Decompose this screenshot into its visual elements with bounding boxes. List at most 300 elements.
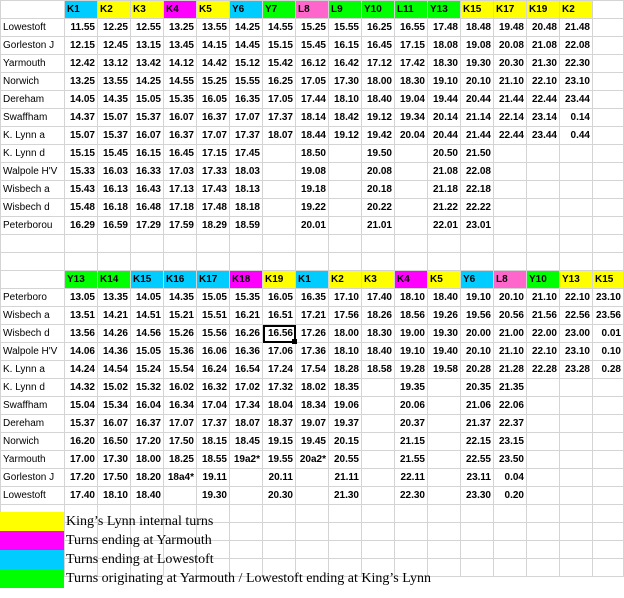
time-cell[interactable]: 18.28 [329,361,362,379]
time-cell[interactable]: 17.40 [65,487,98,505]
time-cell[interactable]: 21.35 [494,379,527,397]
empty-cell[interactable] [263,253,296,271]
station-label-cell[interactable]: K. Lynn d [1,145,65,163]
time-cell[interactable]: 16.48 [131,199,164,217]
turn-header-cell[interactable]: K2 [560,1,593,19]
empty-cell[interactable] [362,235,395,253]
time-cell[interactable] [494,199,527,217]
time-cell[interactable] [560,217,593,235]
time-cell[interactable]: 22.06 [494,397,527,415]
time-cell[interactable]: 22.44 [494,127,527,145]
time-cell[interactable]: 15.35 [230,289,263,307]
empty-cell[interactable] [560,253,593,271]
time-cell[interactable] [263,217,296,235]
time-cell[interactable]: 18.50 [296,145,329,163]
time-cell[interactable] [527,217,560,235]
empty-cell[interactable] [593,1,624,19]
time-cell[interactable]: 21.48 [560,19,593,37]
time-cell[interactable]: 18.03 [230,163,263,181]
time-cell[interactable] [560,163,593,181]
time-cell[interactable]: 15.48 [65,199,98,217]
time-cell[interactable]: 23.11 [461,469,494,487]
time-cell[interactable]: 14.25 [131,73,164,91]
turn-header-cell[interactable]: K17 [494,1,527,19]
time-cell[interactable]: 18.10 [329,91,362,109]
time-cell[interactable]: 18.44 [296,127,329,145]
time-cell[interactable]: 22.37 [494,415,527,433]
time-cell[interactable] [263,199,296,217]
time-cell[interactable]: 18.00 [329,325,362,343]
station-label-cell[interactable]: Wisbech d [1,199,65,217]
time-cell[interactable]: 21.00 [494,325,527,343]
time-cell[interactable] [560,181,593,199]
time-cell[interactable]: 20.28 [461,361,494,379]
time-cell[interactable]: 18.55 [197,451,230,469]
time-cell[interactable]: 23.44 [560,91,593,109]
time-cell[interactable]: 16.42 [329,55,362,73]
time-cell[interactable] [527,433,560,451]
time-cell[interactable]: 18.14 [296,109,329,127]
time-cell[interactable]: 17.05 [296,73,329,91]
legend-swatch[interactable] [0,550,64,569]
time-cell[interactable]: 19.10 [395,343,428,361]
time-cell[interactable]: 20.14 [428,109,461,127]
time-cell[interactable] [395,145,428,163]
time-cell[interactable] [329,145,362,163]
time-cell[interactable]: 17.03 [164,163,197,181]
time-cell[interactable]: 17.15 [197,145,230,163]
legend-swatch[interactable] [0,512,64,531]
time-cell[interactable]: 18.20 [131,469,164,487]
time-cell[interactable]: 0.44 [560,127,593,145]
time-cell[interactable]: 21.37 [461,415,494,433]
time-cell[interactable]: 19.30 [197,487,230,505]
time-cell[interactable]: 23.14 [527,109,560,127]
time-cell[interactable] [527,451,560,469]
time-cell[interactable]: 19.34 [395,109,428,127]
time-cell[interactable]: 21.10 [494,73,527,91]
time-cell[interactable]: 23.50 [494,451,527,469]
time-cell[interactable]: 19.10 [461,289,494,307]
time-cell[interactable] [527,181,560,199]
time-cell[interactable]: 14.51 [131,307,164,325]
empty-cell[interactable] [197,235,230,253]
time-cell[interactable]: 22.00 [527,325,560,343]
turn-header-cell[interactable]: K4 [395,271,428,289]
time-cell[interactable]: 21.30 [329,487,362,505]
turn-header-cell[interactable]: Y6 [461,271,494,289]
time-cell[interactable]: 0.14 [560,109,593,127]
time-cell[interactable]: 18.56 [395,307,428,325]
time-cell[interactable]: 19.44 [428,91,461,109]
time-cell[interactable]: 16.03 [98,163,131,181]
time-cell[interactable]: 17.48 [197,199,230,217]
time-cell[interactable]: 15.07 [98,109,131,127]
time-cell[interactable]: 17.07 [197,127,230,145]
empty-cell[interactable] [230,235,263,253]
time-cell[interactable]: 19.26 [428,307,461,325]
time-cell[interactable]: 18.30 [395,73,428,91]
turn-header-cell[interactable]: K2 [329,271,362,289]
time-cell[interactable]: 14.26 [98,325,131,343]
time-cell[interactable]: 12.45 [98,37,131,55]
time-cell[interactable]: 19.00 [395,325,428,343]
time-cell[interactable]: 13.25 [164,19,197,37]
time-cell[interactable]: 0.01 [593,325,624,343]
time-cell[interactable]: 14.56 [131,325,164,343]
time-cell[interactable]: 15.15 [263,37,296,55]
empty-cell[interactable] [593,37,624,55]
time-cell[interactable]: 13.35 [98,289,131,307]
turn-header-cell[interactable]: Y10 [362,1,395,19]
time-cell[interactable]: 13.25 [65,73,98,91]
station-label-cell[interactable]: Norwich [1,433,65,451]
time-cell[interactable]: 0.28 [593,361,624,379]
time-cell[interactable]: 18.04 [263,397,296,415]
empty-cell[interactable] [494,235,527,253]
time-cell[interactable]: 13.56 [65,325,98,343]
empty-cell[interactable] [131,253,164,271]
turn-header-cell[interactable]: Y6 [230,1,263,19]
time-cell[interactable]: 19.42 [362,127,395,145]
time-cell[interactable] [395,199,428,217]
time-cell[interactable]: 17.26 [296,325,329,343]
time-cell[interactable]: 12.55 [131,19,164,37]
turn-header-cell[interactable]: K15 [593,271,624,289]
empty-cell[interactable] [593,127,624,145]
time-cell[interactable] [560,145,593,163]
time-cell[interactable]: 19.22 [296,199,329,217]
time-cell[interactable]: 16.34 [164,397,197,415]
time-cell[interactable] [560,397,593,415]
time-cell[interactable]: 18.59 [230,217,263,235]
time-cell[interactable] [527,469,560,487]
time-cell[interactable]: 17.30 [329,73,362,91]
time-cell[interactable]: 0.20 [494,487,527,505]
turn-header-cell[interactable]: Y10 [527,271,560,289]
time-cell[interactable]: 21.08 [527,37,560,55]
time-cell[interactable]: 17.30 [98,451,131,469]
time-cell[interactable]: 13.42 [131,55,164,73]
empty-cell[interactable] [593,217,624,235]
time-cell[interactable]: 20.15 [329,433,362,451]
time-cell[interactable]: 17.42 [395,55,428,73]
time-cell[interactable]: 21.10 [494,343,527,361]
time-cell[interactable] [395,163,428,181]
turn-header-cell[interactable]: K3 [362,271,395,289]
time-cell[interactable]: 16.35 [230,91,263,109]
time-cell[interactable]: 14.05 [65,91,98,109]
time-cell[interactable]: 20.18 [362,181,395,199]
turn-header-cell[interactable]: L8 [494,271,527,289]
empty-cell[interactable] [593,163,624,181]
time-cell[interactable]: 16.33 [131,163,164,181]
time-cell[interactable]: 19.06 [329,397,362,415]
time-cell[interactable]: 17.20 [65,469,98,487]
time-cell[interactable] [527,199,560,217]
time-cell[interactable] [560,469,593,487]
time-cell[interactable]: 19.07 [296,415,329,433]
time-cell[interactable]: 15.37 [131,109,164,127]
empty-cell[interactable] [131,235,164,253]
empty-cell[interactable] [593,235,624,253]
time-cell[interactable]: 15.35 [164,91,197,109]
time-cell[interactable]: 22.15 [461,433,494,451]
time-cell[interactable]: 13.05 [65,289,98,307]
empty-cell[interactable] [329,253,362,271]
empty-cell[interactable] [164,253,197,271]
time-cell[interactable]: 19.11 [197,469,230,487]
time-cell[interactable]: 23.28 [560,361,593,379]
time-cell[interactable]: 16.55 [395,19,428,37]
time-cell[interactable]: 16.29 [65,217,98,235]
time-cell[interactable]: 16.59 [98,217,131,235]
station-label-cell[interactable]: Lowestoft [1,19,65,37]
time-cell[interactable]: 19.08 [461,37,494,55]
time-cell[interactable] [560,415,593,433]
time-cell[interactable]: 16.07 [131,127,164,145]
time-cell[interactable]: 14.35 [98,91,131,109]
time-cell[interactable]: 20.10 [494,289,527,307]
time-cell[interactable]: 18.15 [197,433,230,451]
time-cell[interactable]: 20.00 [461,325,494,343]
time-cell[interactable]: 23.10 [560,343,593,361]
time-cell[interactable]: 14.35 [164,289,197,307]
time-cell[interactable]: 20.01 [296,217,329,235]
time-cell[interactable]: 19.50 [362,145,395,163]
turn-header-cell[interactable]: K19 [527,1,560,19]
turn-header-cell[interactable]: K3 [131,1,164,19]
empty-cell[interactable] [593,181,624,199]
time-cell[interactable] [593,469,624,487]
station-label-cell[interactable]: Wisbech d [1,325,65,343]
time-cell[interactable]: 20.10 [461,73,494,91]
empty-cell[interactable] [395,235,428,253]
station-label-cell[interactable]: Yarmouth [1,55,65,73]
turn-header-cell[interactable]: K15 [461,1,494,19]
station-label-cell[interactable]: Norwich [1,73,65,91]
time-cell[interactable] [362,415,395,433]
time-cell[interactable]: 23.30 [461,487,494,505]
empty-cell[interactable] [65,235,98,253]
time-cell[interactable]: 19.37 [329,415,362,433]
empty-cell[interactable] [164,235,197,253]
empty-cell[interactable] [593,145,624,163]
time-cell[interactable]: 15.25 [296,19,329,37]
time-cell[interactable]: 19.18 [296,181,329,199]
time-cell[interactable]: 18.35 [329,379,362,397]
empty-cell[interactable] [527,253,560,271]
time-cell[interactable]: 0.04 [494,469,527,487]
turn-header-cell[interactable]: Y13 [428,1,461,19]
turn-header-cell[interactable]: K19 [263,271,296,289]
time-cell[interactable]: 17.20 [131,433,164,451]
time-cell[interactable]: 22.10 [527,73,560,91]
time-cell[interactable]: 20.44 [461,91,494,109]
time-cell[interactable]: 20.08 [494,37,527,55]
time-cell[interactable]: 17.37 [263,109,296,127]
time-cell[interactable]: 15.51 [197,307,230,325]
time-cell[interactable]: 15.55 [230,73,263,91]
time-cell[interactable]: 17.24 [263,361,296,379]
time-cell[interactable]: 17.36 [296,343,329,361]
time-cell[interactable] [362,433,395,451]
time-cell[interactable] [395,217,428,235]
time-cell[interactable]: 21.08 [428,163,461,181]
time-cell[interactable]: 18.10 [98,487,131,505]
turn-header-cell[interactable]: K1 [65,1,98,19]
time-cell[interactable]: 20.37 [395,415,428,433]
time-cell[interactable] [362,487,395,505]
time-cell[interactable] [527,145,560,163]
time-cell[interactable]: 16.20 [65,433,98,451]
time-cell[interactable]: 18.40 [428,289,461,307]
time-cell[interactable]: 22.01 [428,217,461,235]
time-cell[interactable]: 17.34 [230,397,263,415]
empty-cell[interactable] [1,235,65,253]
time-cell[interactable]: 0.10 [593,343,624,361]
time-cell[interactable]: 16.37 [197,109,230,127]
time-cell[interactable]: 19.04 [395,91,428,109]
station-label-cell[interactable]: K. Lynn a [1,361,65,379]
time-cell[interactable]: 21.30 [527,55,560,73]
empty-cell[interactable] [1,271,65,289]
time-cell[interactable]: 20.55 [329,451,362,469]
time-cell[interactable]: 22.28 [527,361,560,379]
time-cell[interactable]: 12.25 [98,19,131,37]
time-cell[interactable]: 15.37 [98,127,131,145]
time-cell[interactable]: 16.50 [98,433,131,451]
time-cell[interactable]: 17.56 [329,307,362,325]
time-cell[interactable] [164,487,197,505]
time-cell[interactable]: 15.45 [296,37,329,55]
time-cell[interactable] [329,199,362,217]
time-cell[interactable]: 17.07 [164,415,197,433]
time-cell[interactable]: 18.30 [362,325,395,343]
time-cell[interactable] [494,163,527,181]
time-cell[interactable] [593,487,624,505]
time-cell[interactable]: 17.40 [362,289,395,307]
time-cell[interactable]: 15.25 [197,73,230,91]
time-cell[interactable]: 16.05 [197,91,230,109]
time-cell[interactable]: 22.22 [461,199,494,217]
empty-cell[interactable] [593,109,624,127]
selected-time-cell[interactable]: 16.56 [263,325,296,343]
time-cell[interactable]: 17.54 [296,361,329,379]
station-label-cell[interactable]: Wisbech a [1,307,65,325]
time-cell[interactable] [428,415,461,433]
time-cell[interactable]: 16.32 [197,379,230,397]
time-cell[interactable]: 21.01 [362,217,395,235]
time-cell[interactable]: 14.15 [197,37,230,55]
time-cell[interactable]: 15.15 [65,145,98,163]
time-cell[interactable] [263,181,296,199]
time-cell[interactable]: 19.28 [395,361,428,379]
time-cell[interactable] [296,487,329,505]
time-cell[interactable]: 17.48 [428,19,461,37]
time-cell[interactable]: 19a2* [230,451,263,469]
time-cell[interactable]: 14.55 [164,73,197,91]
time-cell[interactable]: 18.58 [362,361,395,379]
time-cell[interactable]: 17.05 [263,91,296,109]
station-label-cell[interactable]: Peterborou [1,217,65,235]
time-cell[interactable] [593,433,624,451]
time-cell[interactable]: 15.37 [65,415,98,433]
empty-cell[interactable] [593,19,624,37]
time-cell[interactable]: 17.29 [131,217,164,235]
time-cell[interactable]: 14.32 [65,379,98,397]
time-cell[interactable]: 21.50 [461,145,494,163]
time-cell[interactable]: 18.40 [131,487,164,505]
time-cell[interactable]: 19.55 [263,451,296,469]
turn-header-cell[interactable]: Y13 [65,271,98,289]
time-cell[interactable]: 14.05 [131,289,164,307]
time-cell[interactable]: 16.25 [263,73,296,91]
station-label-cell[interactable]: Dereham [1,415,65,433]
time-cell[interactable]: 17.50 [98,469,131,487]
time-cell[interactable]: 18.10 [395,289,428,307]
time-cell[interactable] [428,397,461,415]
time-cell[interactable]: 19.15 [263,433,296,451]
empty-cell[interactable] [263,235,296,253]
time-cell[interactable] [230,469,263,487]
empty-cell[interactable] [527,235,560,253]
time-cell[interactable] [527,379,560,397]
time-cell[interactable]: 17.12 [362,55,395,73]
time-cell[interactable]: 16.45 [164,145,197,163]
time-cell[interactable]: 21.10 [527,289,560,307]
time-cell[interactable]: 15.55 [329,19,362,37]
time-cell[interactable]: 21.56 [527,307,560,325]
time-cell[interactable] [527,415,560,433]
time-cell[interactable]: 22.10 [527,343,560,361]
legend-swatch[interactable] [0,569,64,588]
time-cell[interactable]: 16.05 [263,289,296,307]
time-cell[interactable]: 17.07 [230,109,263,127]
time-cell[interactable]: 19.56 [461,307,494,325]
time-cell[interactable]: 15.56 [197,325,230,343]
time-cell[interactable] [362,379,395,397]
time-cell[interactable] [494,145,527,163]
time-cell[interactable]: 20.35 [461,379,494,397]
time-cell[interactable]: 15.45 [98,145,131,163]
time-cell[interactable]: 20.11 [263,469,296,487]
time-cell[interactable]: 20.44 [428,127,461,145]
time-cell[interactable]: 19.08 [296,163,329,181]
time-cell[interactable]: 16.12 [296,55,329,73]
time-cell[interactable]: 19.48 [494,19,527,37]
time-cell[interactable]: 19.10 [428,73,461,91]
time-cell[interactable]: 23.15 [494,433,527,451]
time-cell[interactable] [296,469,329,487]
time-cell[interactable]: 17.44 [296,91,329,109]
time-cell[interactable]: 16.04 [131,397,164,415]
empty-cell[interactable] [1,253,65,271]
time-cell[interactable] [428,433,461,451]
time-cell[interactable]: 22.11 [395,469,428,487]
time-cell[interactable]: 16.51 [263,307,296,325]
turn-header-cell[interactable]: K17 [197,271,230,289]
time-cell[interactable]: 18.10 [329,343,362,361]
empty-cell[interactable] [230,253,263,271]
time-cell[interactable]: 14.25 [230,19,263,37]
time-cell[interactable]: 17.37 [197,415,230,433]
time-cell[interactable]: 18.37 [263,415,296,433]
time-cell[interactable]: 19.40 [428,343,461,361]
empty-cell[interactable] [593,91,624,109]
time-cell[interactable]: 20.48 [527,19,560,37]
empty-cell[interactable] [593,73,624,91]
